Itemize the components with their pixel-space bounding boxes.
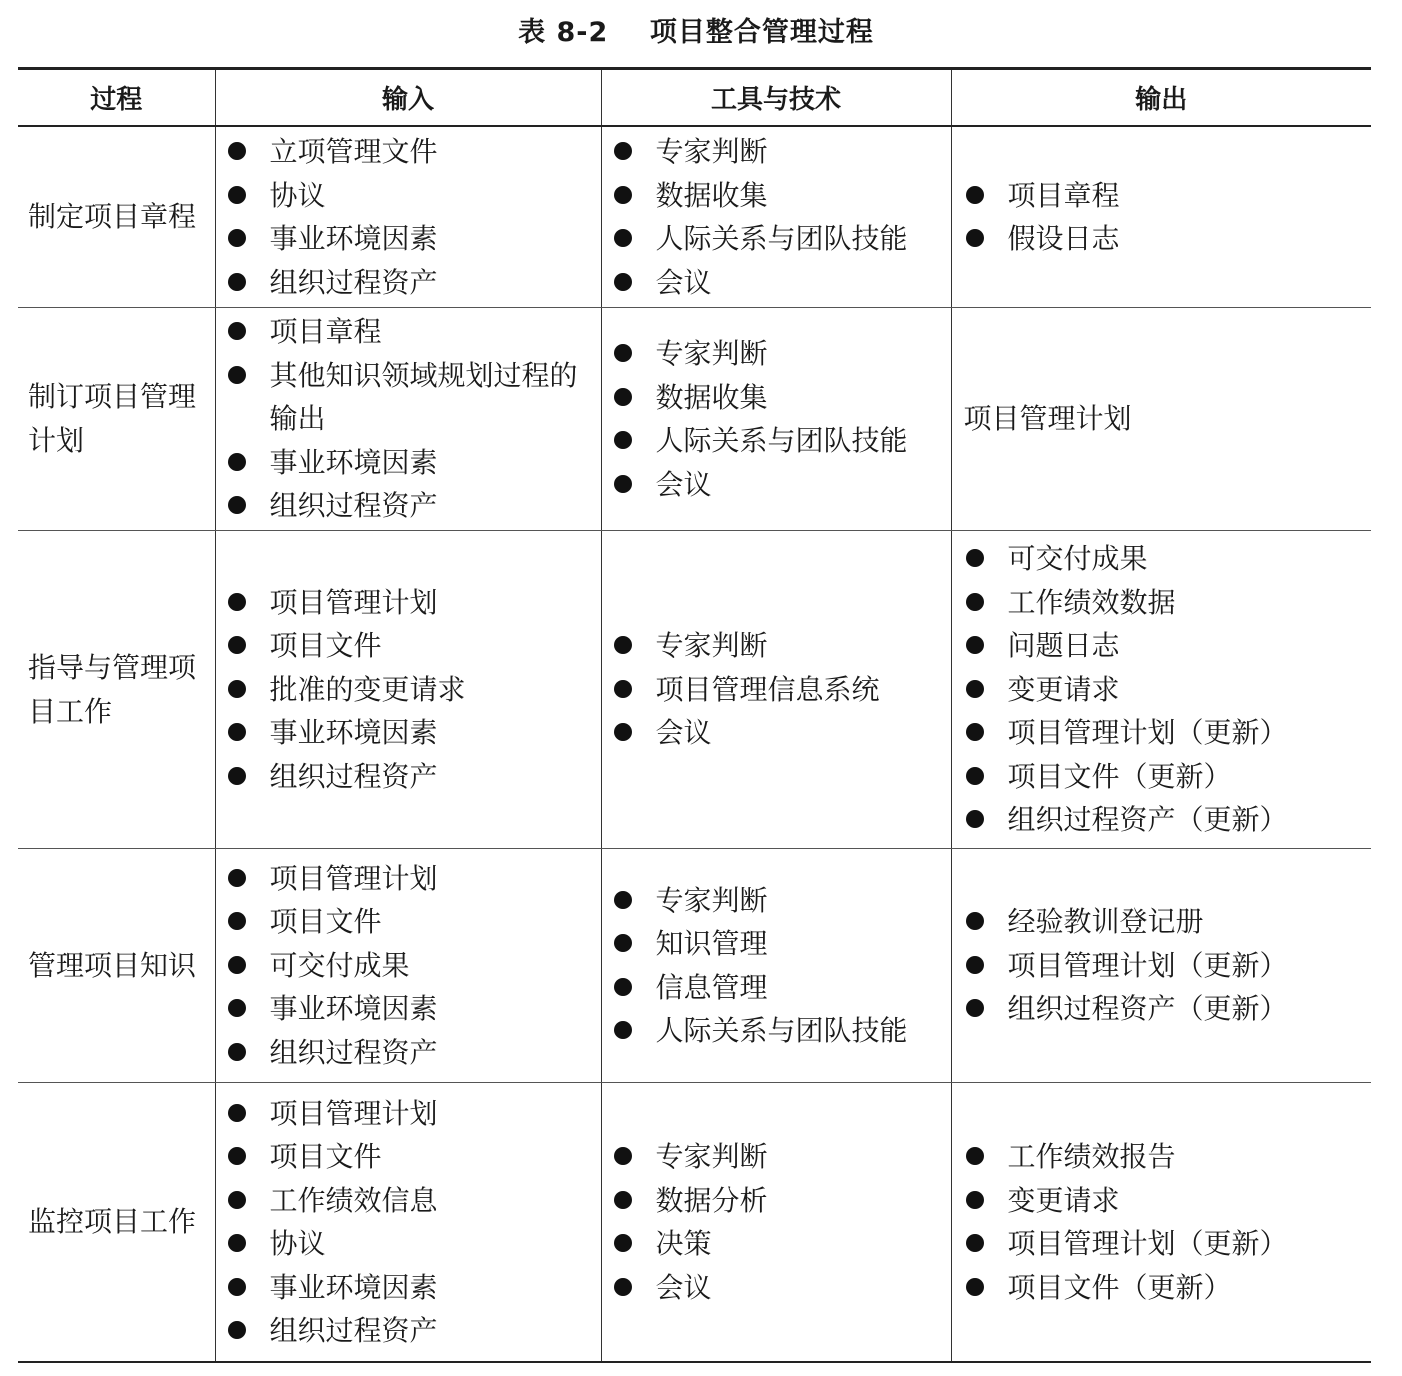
bullet-icon bbox=[228, 593, 246, 611]
list-item: 经验教训登记册 bbox=[952, 900, 1372, 944]
bullet-icon bbox=[228, 496, 246, 514]
list-item: 组织过程资产 bbox=[216, 1309, 601, 1353]
tools-list bbox=[602, 624, 951, 755]
list-item: 信息管理 bbox=[602, 966, 951, 1010]
list-item: 项目文件 bbox=[216, 624, 601, 668]
bullet-icon bbox=[614, 475, 632, 493]
bullet-icon bbox=[614, 680, 632, 698]
outputs-cell bbox=[951, 126, 1371, 308]
header-outputs: 输出 bbox=[951, 69, 1371, 127]
list-item: 事业环境因素 bbox=[216, 217, 601, 261]
list-item: 立项管理文件 bbox=[216, 130, 601, 174]
list-item: 事业环境因素 bbox=[216, 711, 601, 755]
bullet-icon bbox=[614, 229, 632, 247]
bullet-icon bbox=[966, 549, 984, 567]
list-item: 知识管理 bbox=[602, 922, 951, 966]
bullet-icon bbox=[966, 229, 984, 247]
process-name: 监控项目工作 bbox=[28, 1205, 197, 1238]
bullet-icon bbox=[614, 388, 632, 406]
tools-list bbox=[602, 332, 951, 506]
table-row bbox=[18, 308, 1371, 531]
bullet-icon bbox=[966, 767, 984, 785]
list-item: 组织过程资产 bbox=[216, 1031, 601, 1075]
outputs-list bbox=[952, 1135, 1372, 1309]
inputs-cell bbox=[215, 126, 601, 308]
process-cell bbox=[18, 308, 215, 531]
integration-process-table bbox=[18, 67, 1371, 1363]
bullet-icon bbox=[614, 1278, 632, 1296]
list-item: 变更请求 bbox=[952, 668, 1372, 712]
list-item: 专家判断 bbox=[602, 624, 951, 668]
bullet-icon bbox=[614, 344, 632, 362]
inputs-cell bbox=[215, 308, 601, 531]
bullet-icon bbox=[966, 1234, 984, 1252]
list-item: 组织过程资产（更新） bbox=[952, 987, 1372, 1031]
bullet-icon bbox=[228, 1321, 246, 1339]
tools-cell bbox=[601, 1083, 951, 1363]
bullet-icon bbox=[228, 956, 246, 974]
bullet-icon bbox=[228, 453, 246, 471]
bullet-icon bbox=[614, 142, 632, 160]
outputs-cell bbox=[951, 1083, 1371, 1363]
list-item: 项目章程 bbox=[216, 310, 601, 354]
tools-cell bbox=[601, 308, 951, 531]
list-item: 决策 bbox=[602, 1222, 951, 1266]
bullet-icon bbox=[614, 1021, 632, 1039]
process-name: 指导与管理项目工作 bbox=[28, 650, 197, 728]
output-text: 项目管理计划 bbox=[963, 402, 1132, 435]
bullet-icon bbox=[228, 142, 246, 160]
inputs-cell bbox=[215, 1083, 601, 1363]
bullet-icon bbox=[966, 810, 984, 828]
tools-list bbox=[602, 1135, 951, 1309]
list-item: 专家判断 bbox=[602, 1135, 951, 1179]
bullet-icon bbox=[228, 322, 246, 340]
list-item: 人际关系与团队技能 bbox=[602, 419, 951, 463]
process-name: 制订项目管理计划 bbox=[28, 380, 197, 457]
outputs-cell bbox=[951, 308, 1371, 531]
header-process: 过程 bbox=[18, 69, 215, 127]
list-item: 会议 bbox=[602, 711, 951, 755]
bullet-icon bbox=[966, 912, 984, 930]
process-name: 管理项目知识 bbox=[28, 948, 197, 982]
list-item: 项目文件 bbox=[216, 1135, 601, 1179]
bullet-icon bbox=[614, 723, 632, 741]
process-cell bbox=[18, 126, 215, 308]
list-item: 组织过程资产 bbox=[216, 755, 601, 799]
bullet-icon bbox=[228, 273, 246, 291]
list-item: 问题日志 bbox=[952, 624, 1372, 668]
list-item: 事业环境因素 bbox=[216, 441, 601, 485]
bullet-icon bbox=[228, 366, 246, 384]
list-item: 项目管理计划（更新） bbox=[952, 1222, 1372, 1266]
bullet-icon bbox=[614, 1234, 632, 1252]
list-item: 会议 bbox=[602, 261, 951, 305]
list-item: 人际关系与团队技能 bbox=[602, 217, 951, 261]
list-item: 组织过程资产（更新） bbox=[952, 798, 1372, 842]
header-inputs: 输入 bbox=[215, 69, 601, 127]
list-item: 数据收集 bbox=[602, 174, 951, 218]
bullet-icon bbox=[614, 891, 632, 909]
table-row bbox=[18, 531, 1371, 849]
list-item: 专家判断 bbox=[602, 879, 951, 923]
bullet-icon bbox=[966, 636, 984, 654]
list-item: 项目管理计划 bbox=[216, 1092, 601, 1136]
table-row bbox=[18, 1083, 1371, 1363]
bullet-icon bbox=[614, 431, 632, 449]
list-item: 事业环境因素 bbox=[216, 1266, 601, 1310]
bullet-icon bbox=[614, 978, 632, 996]
outputs-cell bbox=[951, 849, 1371, 1083]
list-item: 组织过程资产 bbox=[216, 484, 601, 528]
list-item: 项目章程 bbox=[952, 174, 1372, 218]
list-item: 项目管理计划 bbox=[216, 857, 601, 901]
inputs-cell bbox=[215, 531, 601, 849]
bullet-icon bbox=[228, 869, 246, 887]
bullet-icon bbox=[228, 636, 246, 654]
bullet-icon bbox=[228, 1278, 246, 1296]
list-item: 可交付成果 bbox=[216, 944, 601, 988]
header-row bbox=[18, 69, 1371, 127]
bullet-icon bbox=[614, 273, 632, 291]
list-item: 专家判断 bbox=[602, 332, 951, 376]
tools-cell bbox=[601, 849, 951, 1083]
bullet-icon bbox=[228, 767, 246, 785]
list-item: 协议 bbox=[216, 174, 601, 218]
list-item: 事业环境因素 bbox=[216, 987, 601, 1031]
bullet-icon bbox=[228, 1191, 246, 1209]
list-item: 会议 bbox=[602, 1266, 951, 1310]
list-item: 工作绩效数据 bbox=[952, 581, 1372, 625]
list-item: 批准的变更请求 bbox=[216, 668, 601, 712]
list-item: 协议 bbox=[216, 1222, 601, 1266]
bullet-icon bbox=[228, 723, 246, 741]
bullet-icon bbox=[966, 999, 984, 1017]
table-row bbox=[18, 126, 1371, 308]
outputs-list bbox=[952, 174, 1372, 261]
list-item: 项目管理计划 bbox=[216, 581, 601, 625]
bullet-icon bbox=[966, 680, 984, 698]
bullet-icon bbox=[228, 186, 246, 204]
bullet-icon bbox=[966, 956, 984, 974]
tools-cell bbox=[601, 531, 951, 849]
list-item: 其他知识领域规划过程的输出 bbox=[216, 354, 601, 441]
bullet-icon bbox=[228, 1104, 246, 1122]
bullet-icon bbox=[614, 1191, 632, 1209]
list-item: 项目文件（更新） bbox=[952, 1266, 1372, 1310]
list-item: 数据收集 bbox=[602, 376, 951, 420]
table-row bbox=[18, 849, 1371, 1083]
bullet-icon bbox=[966, 1147, 984, 1165]
tools-list bbox=[602, 879, 951, 1053]
header-tools: 工具与技术 bbox=[601, 69, 951, 127]
list-item: 人际关系与团队技能 bbox=[602, 1009, 951, 1053]
list-item: 工作绩效报告 bbox=[952, 1135, 1372, 1179]
process-cell bbox=[18, 849, 215, 1083]
inputs-list bbox=[216, 130, 601, 304]
bullet-icon bbox=[614, 1147, 632, 1165]
list-item: 工作绩效信息 bbox=[216, 1179, 601, 1223]
bullet-icon bbox=[966, 1278, 984, 1296]
outputs-list bbox=[952, 537, 1372, 842]
bullet-icon bbox=[228, 1043, 246, 1061]
list-item: 可交付成果 bbox=[952, 537, 1372, 581]
bullet-icon bbox=[966, 723, 984, 741]
inputs-list bbox=[216, 1092, 601, 1353]
bullet-icon bbox=[228, 229, 246, 247]
inputs-list bbox=[216, 857, 601, 1075]
list-item: 项目管理计划（更新） bbox=[952, 711, 1372, 755]
process-cell bbox=[18, 1083, 215, 1363]
bullet-icon bbox=[614, 934, 632, 952]
list-item: 会议 bbox=[602, 463, 951, 507]
inputs-list bbox=[216, 310, 601, 528]
outputs-list bbox=[952, 900, 1372, 1031]
tools-cell bbox=[601, 126, 951, 308]
inputs-list bbox=[216, 581, 601, 799]
process-cell bbox=[18, 531, 215, 849]
list-item: 专家判断 bbox=[602, 130, 951, 174]
list-item: 变更请求 bbox=[952, 1179, 1372, 1223]
list-item: 数据分析 bbox=[602, 1179, 951, 1223]
process-name: 制定项目章程 bbox=[28, 200, 197, 233]
bullet-icon bbox=[966, 186, 984, 204]
bullet-icon bbox=[228, 680, 246, 698]
outputs-cell bbox=[951, 531, 1371, 849]
list-item: 项目文件 bbox=[216, 900, 601, 944]
bullet-icon bbox=[614, 636, 632, 654]
list-item: 项目管理计划（更新） bbox=[952, 944, 1372, 988]
bullet-icon bbox=[966, 593, 984, 611]
bullet-icon bbox=[228, 1234, 246, 1252]
list-item: 项目管理信息系统 bbox=[602, 668, 951, 712]
bullet-icon bbox=[966, 1191, 984, 1209]
list-item: 假设日志 bbox=[952, 217, 1372, 261]
bullet-icon bbox=[228, 999, 246, 1017]
inputs-cell bbox=[215, 849, 601, 1083]
bullet-icon bbox=[228, 1147, 246, 1165]
bullet-icon bbox=[614, 186, 632, 204]
tools-list bbox=[602, 130, 951, 304]
list-item: 组织过程资产 bbox=[216, 261, 601, 305]
table-caption: 表 8-2 项目整合管理过程 bbox=[518, 17, 874, 48]
bullet-icon bbox=[228, 912, 246, 930]
list-item: 项目文件（更新） bbox=[952, 755, 1372, 799]
